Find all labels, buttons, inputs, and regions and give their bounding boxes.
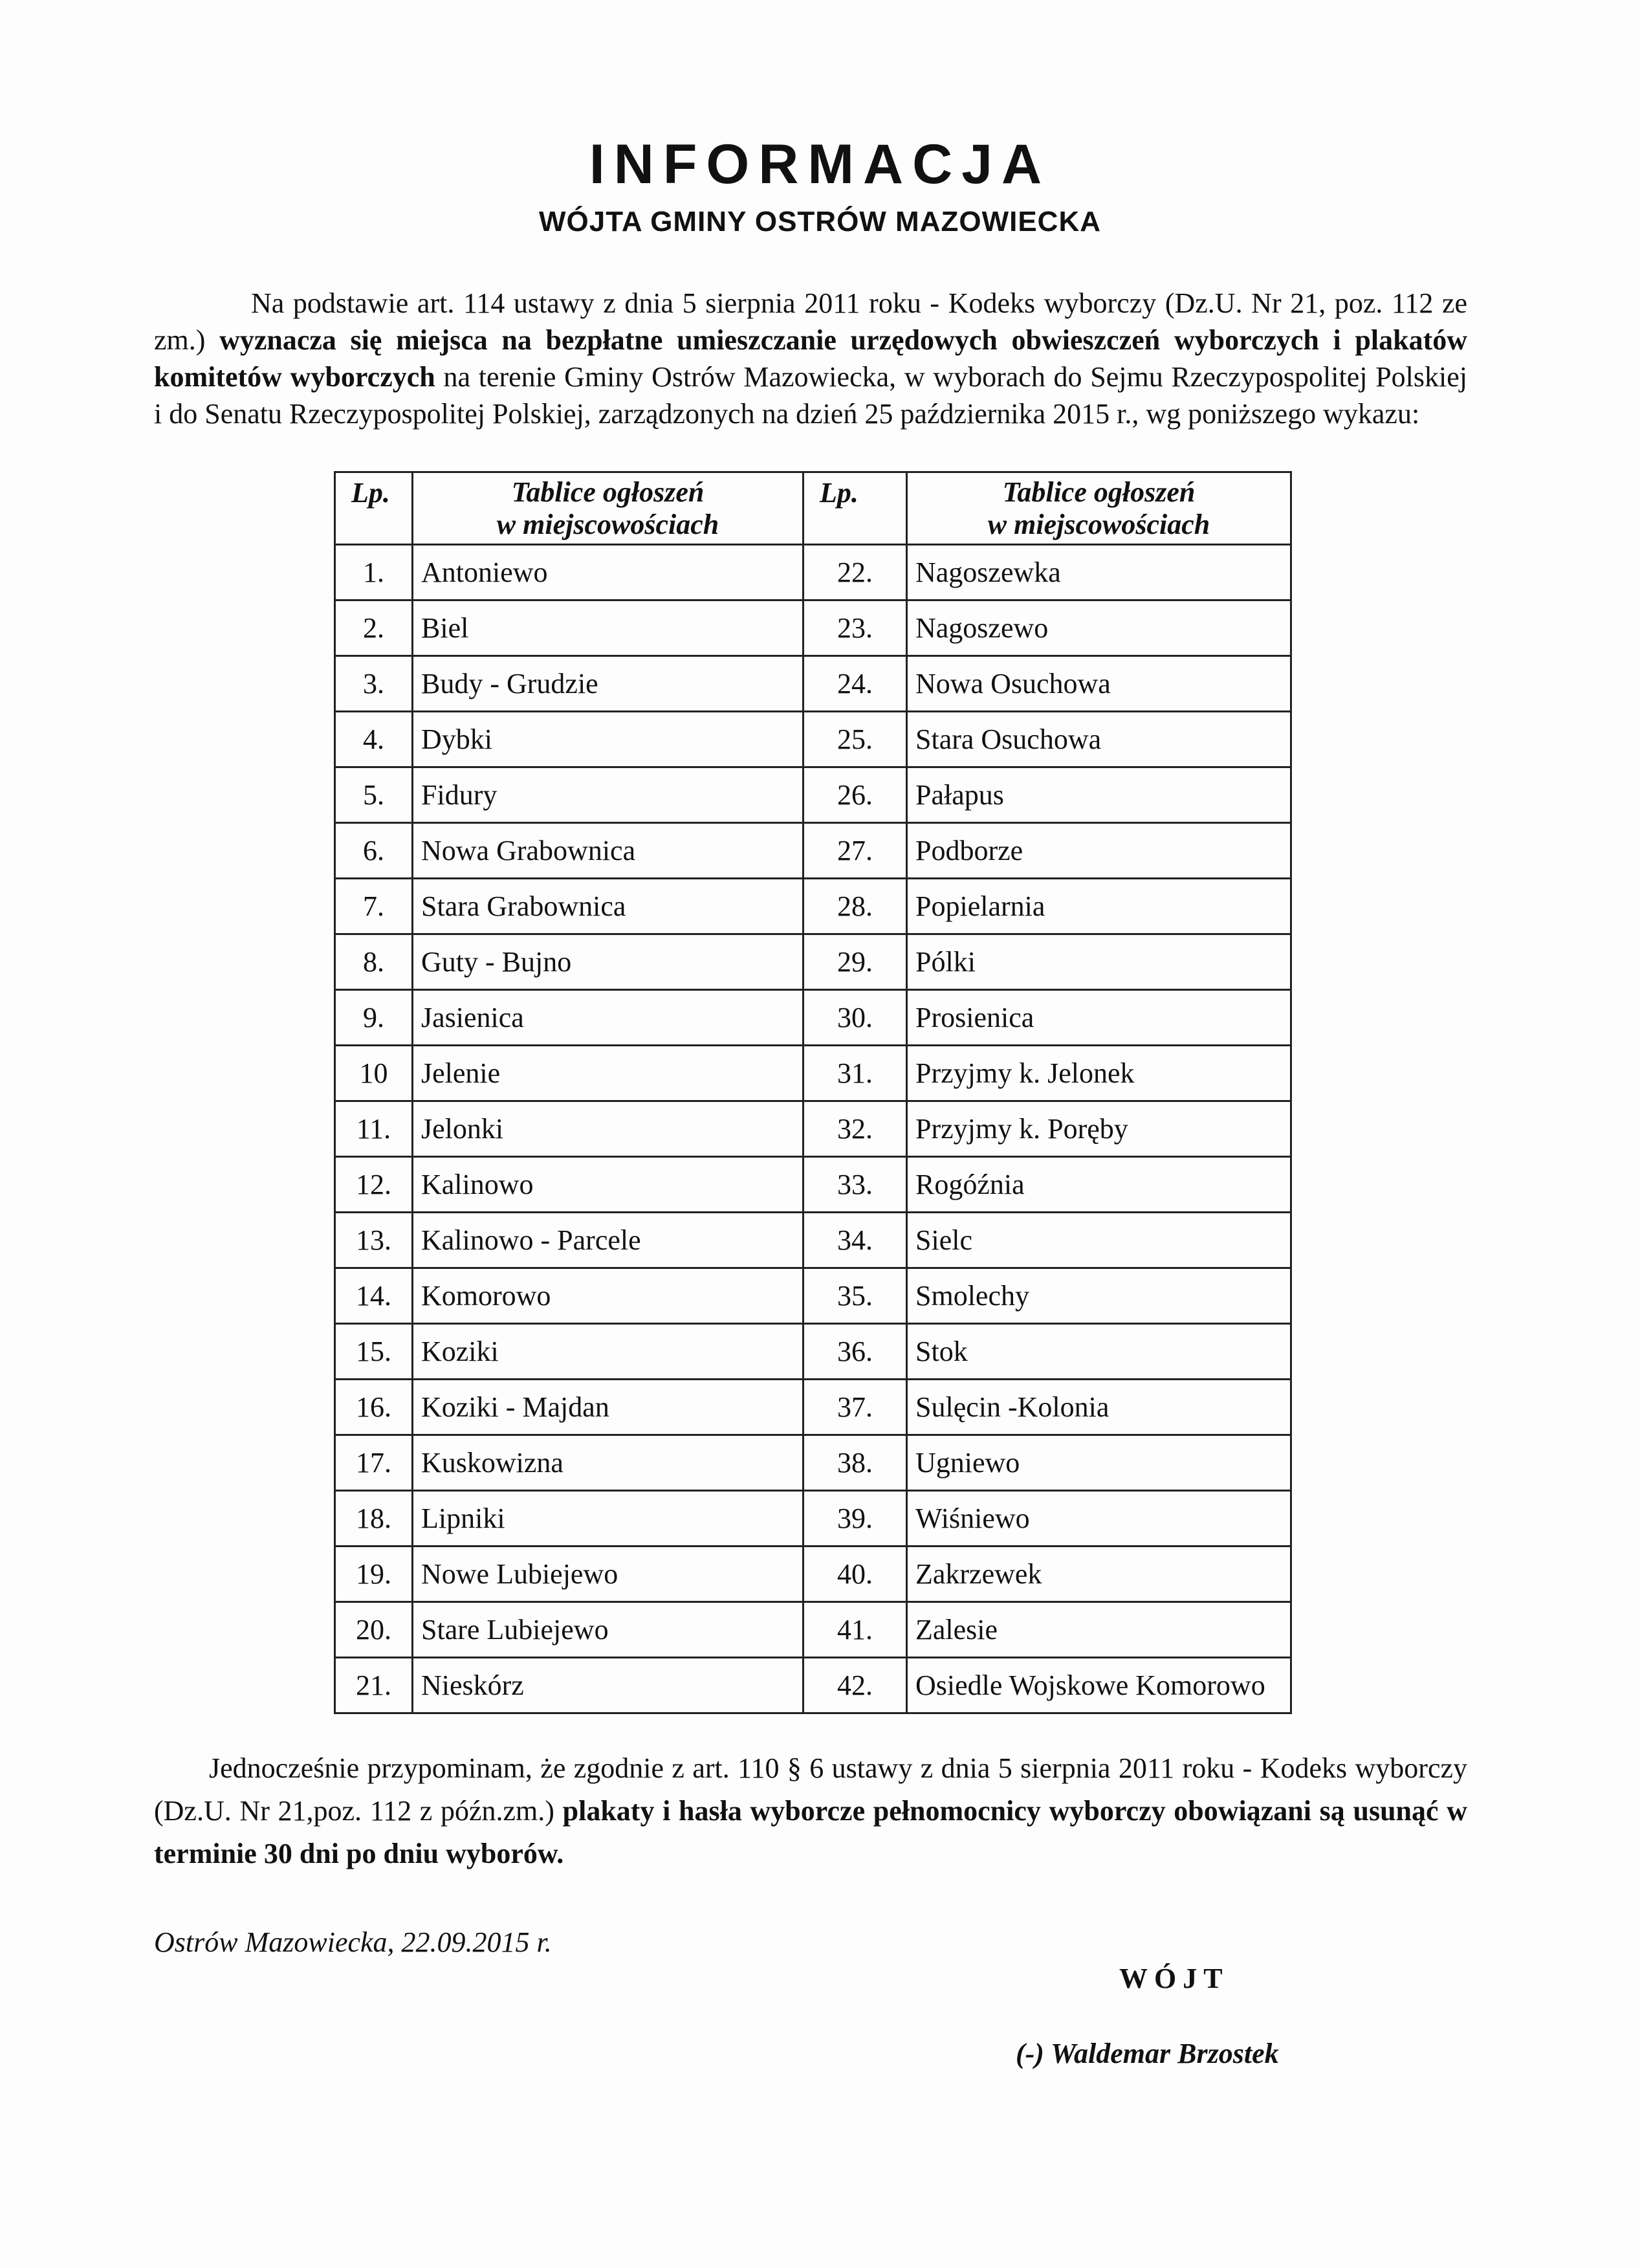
row-number-left: 20.: [335, 1602, 413, 1658]
intro-text-1: Na podstawie art. 114 ustawy z dnia 5 sierpnia 2011 roku - Kodeks wyborczy (Dz.U. Nr 21, poz. 112 ze zm.): [154, 287, 1467, 356]
table-row: [335, 823, 1291, 879]
row-number-left: 3.: [335, 656, 413, 712]
header-name-line1: Tablice ogłoszeń: [1002, 476, 1196, 508]
row-number-left: 6.: [335, 823, 413, 879]
table-row: [335, 656, 1291, 712]
location-name-right: Zalesie: [907, 1602, 1291, 1658]
table-row: [335, 1324, 1291, 1380]
location-name-right: Nagoszewo: [907, 600, 1291, 656]
header-name-line2: w miejscowościach: [496, 508, 719, 540]
reminder-paragraph: [154, 1747, 1467, 1875]
table-row: [335, 767, 1291, 823]
location-name-left: Jelenie: [413, 1046, 804, 1101]
row-number-right: 27.: [804, 823, 907, 879]
table-body: [335, 545, 1291, 1713]
header-name-line1: Tablice ogłoszeń: [511, 476, 705, 508]
table-row: [335, 1602, 1291, 1658]
row-number-right: 25.: [804, 712, 907, 767]
location-name-right: Przyjmy k. Jelonek: [907, 1046, 1291, 1101]
row-number-left: 11.: [335, 1101, 413, 1157]
row-number-right: 31.: [804, 1046, 907, 1101]
intro-text-bold: wyznacza się miejsca na bezpłatne umieszczanie urzędowych obwieszczeń wyborczych i plakatów komitetów wyborczych: [154, 324, 1467, 393]
row-number-right: 36.: [804, 1324, 907, 1380]
table-row: [335, 1213, 1291, 1268]
header-name-left: [413, 472, 804, 545]
row-number-left: 8.: [335, 934, 413, 990]
location-name-right: Nowa Osuchowa: [907, 656, 1291, 712]
row-number-left: 9.: [335, 990, 413, 1046]
location-name-left: Jelonki: [413, 1101, 804, 1157]
row-number-left: 17.: [335, 1435, 413, 1491]
table-row: [335, 1101, 1291, 1157]
location-name-left: Stara Grabownica: [413, 879, 804, 934]
location-name-left: Kuskowizna: [413, 1435, 804, 1491]
row-number-left: 18.: [335, 1491, 413, 1547]
location-name-right: Sielc: [907, 1213, 1291, 1268]
location-name-left: Kalinowo: [413, 1157, 804, 1213]
table-row: [335, 545, 1291, 600]
location-name-left: Komorowo: [413, 1268, 804, 1324]
table-row: [335, 1268, 1291, 1324]
location-name-left: Kalinowo - Parcele: [413, 1213, 804, 1268]
location-name-right: Nagoszewka: [907, 545, 1291, 600]
header-lp-left: Lp.: [335, 472, 413, 545]
table-row: [335, 1547, 1291, 1602]
header-lp-right: Lp.: [804, 472, 907, 545]
location-name-left: Antoniewo: [413, 545, 804, 600]
table-header-row: [335, 472, 1291, 545]
row-number-right: 23.: [804, 600, 907, 656]
location-name-right: Wiśniewo: [907, 1491, 1291, 1547]
table-row: [335, 1380, 1291, 1435]
row-number-right: 40.: [804, 1547, 907, 1602]
reminder-text-bold: plakaty i hasła wyborcze pełnomocnicy wyborczy obowiązani są usunąć w terminie 30 dni po dniu wyborów.: [154, 1795, 1467, 1869]
intro-text-2: na terenie Gminy Ostrów Mazowiecka, w wyborach do Sejmu Rzeczypospolitej Polskiej i do Senatu Rzeczypospolitej Polskiej, zarządzonych na dzień 25 października 2015 r., wg poniższego wykazu:: [154, 361, 1467, 430]
header-name-line2: w miejscowościach: [987, 508, 1210, 540]
row-number-left: 13.: [335, 1213, 413, 1268]
row-number-left: 4.: [335, 712, 413, 767]
row-number-right: 37.: [804, 1380, 907, 1435]
row-number-right: 33.: [804, 1157, 907, 1213]
location-name-left: Nowa Grabownica: [413, 823, 804, 879]
location-name-right: Osiedle Wojskowe Komorowo: [907, 1658, 1291, 1713]
location-name-left: Guty - Bujno: [413, 934, 804, 990]
table-row: [335, 934, 1291, 990]
place-date: Ostrów Mazowiecka, 22.09.2015 r.: [154, 1926, 552, 1958]
table-row: [335, 1491, 1291, 1547]
location-name-left: Koziki - Majdan: [413, 1380, 804, 1435]
table-row: [335, 990, 1291, 1046]
table-row: [335, 712, 1291, 767]
table-row: [335, 1435, 1291, 1491]
location-name-right: Popielarnia: [907, 879, 1291, 934]
location-name-left: Fidury: [413, 767, 804, 823]
location-name-left: Nieskórz: [413, 1658, 804, 1713]
row-number-left: 2.: [335, 600, 413, 656]
signatory-name: (-) Waldemar Brzostek: [1016, 2038, 1279, 2069]
location-name-right: Stok: [907, 1324, 1291, 1380]
reminder-text: Jednocześnie przypominam, że zgodnie z art. 110 § 6 ustawy z dnia 5 sierpnia 2011 roku - Kodeks wyborczy (Dz.U. Nr 21,poz. 112 z późn.zm.): [154, 1752, 1467, 1827]
location-name-right: Podborze: [907, 823, 1291, 879]
row-number-right: 39.: [804, 1491, 907, 1547]
location-name-left: Jasienica: [413, 990, 804, 1046]
row-number-right: 24.: [804, 656, 907, 712]
row-number-right: 29.: [804, 934, 907, 990]
location-name-left: Lipniki: [413, 1491, 804, 1547]
row-number-left: 15.: [335, 1324, 413, 1380]
table-row: [335, 879, 1291, 934]
table-row: [335, 600, 1291, 656]
row-number-left: 19.: [335, 1547, 413, 1602]
location-name-right: Smolechy: [907, 1268, 1291, 1324]
locations-table: [334, 471, 1292, 1714]
row-number-right: 22.: [804, 545, 907, 600]
row-number-right: 30.: [804, 990, 907, 1046]
table-row: [335, 1157, 1291, 1213]
row-number-right: 41.: [804, 1602, 907, 1658]
location-name-left: Dybki: [413, 712, 804, 767]
row-number-left: 5.: [335, 767, 413, 823]
row-number-left: 16.: [335, 1380, 413, 1435]
row-number-left: 12.: [335, 1157, 413, 1213]
location-name-left: Nowe Lubiejewo: [413, 1547, 804, 1602]
row-number-right: 38.: [804, 1435, 907, 1491]
document-title: INFORMACJA: [589, 133, 1051, 195]
table-row: [335, 1046, 1291, 1101]
location-name-left: Stare Lubiejewo: [413, 1602, 804, 1658]
document-subtitle: WÓJTA GMINY OSTRÓW MAZOWIECKA: [538, 206, 1102, 237]
location-name-right: Stara Osuchowa: [907, 712, 1291, 767]
location-name-right: Rogóźnia: [907, 1157, 1291, 1213]
header-name-right: [907, 472, 1291, 545]
location-name-left: Koziki: [413, 1324, 804, 1380]
location-name-right: Zakrzewek: [907, 1547, 1291, 1602]
location-name-right: Ugniewo: [907, 1435, 1291, 1491]
location-name-left: Budy - Grudzie: [413, 656, 804, 712]
row-number-right: 28.: [804, 879, 907, 934]
location-name-right: Pałapus: [907, 767, 1291, 823]
row-number-right: 26.: [804, 767, 907, 823]
location-name-left: Biel: [413, 600, 804, 656]
location-name-right: Prosienica: [907, 990, 1291, 1046]
row-number-right: 42.: [804, 1658, 907, 1713]
row-number-left: 1.: [335, 545, 413, 600]
location-name-right: Przyjmy k. Poręby: [907, 1101, 1291, 1157]
signatory-title: WÓJT: [1119, 1963, 1229, 1994]
table-row: [335, 1658, 1291, 1713]
row-number-right: 34.: [804, 1213, 907, 1268]
row-number-right: 35.: [804, 1268, 907, 1324]
location-name-right: Sulęcin -Kolonia: [907, 1380, 1291, 1435]
intro-paragraph: [154, 285, 1467, 432]
row-number-left: 14.: [335, 1268, 413, 1324]
location-name-right: Pólki: [907, 934, 1291, 990]
row-number-left: 10: [335, 1046, 413, 1101]
row-number-right: 32.: [804, 1101, 907, 1157]
row-number-left: 21.: [335, 1658, 413, 1713]
row-number-left: 7.: [335, 879, 413, 934]
